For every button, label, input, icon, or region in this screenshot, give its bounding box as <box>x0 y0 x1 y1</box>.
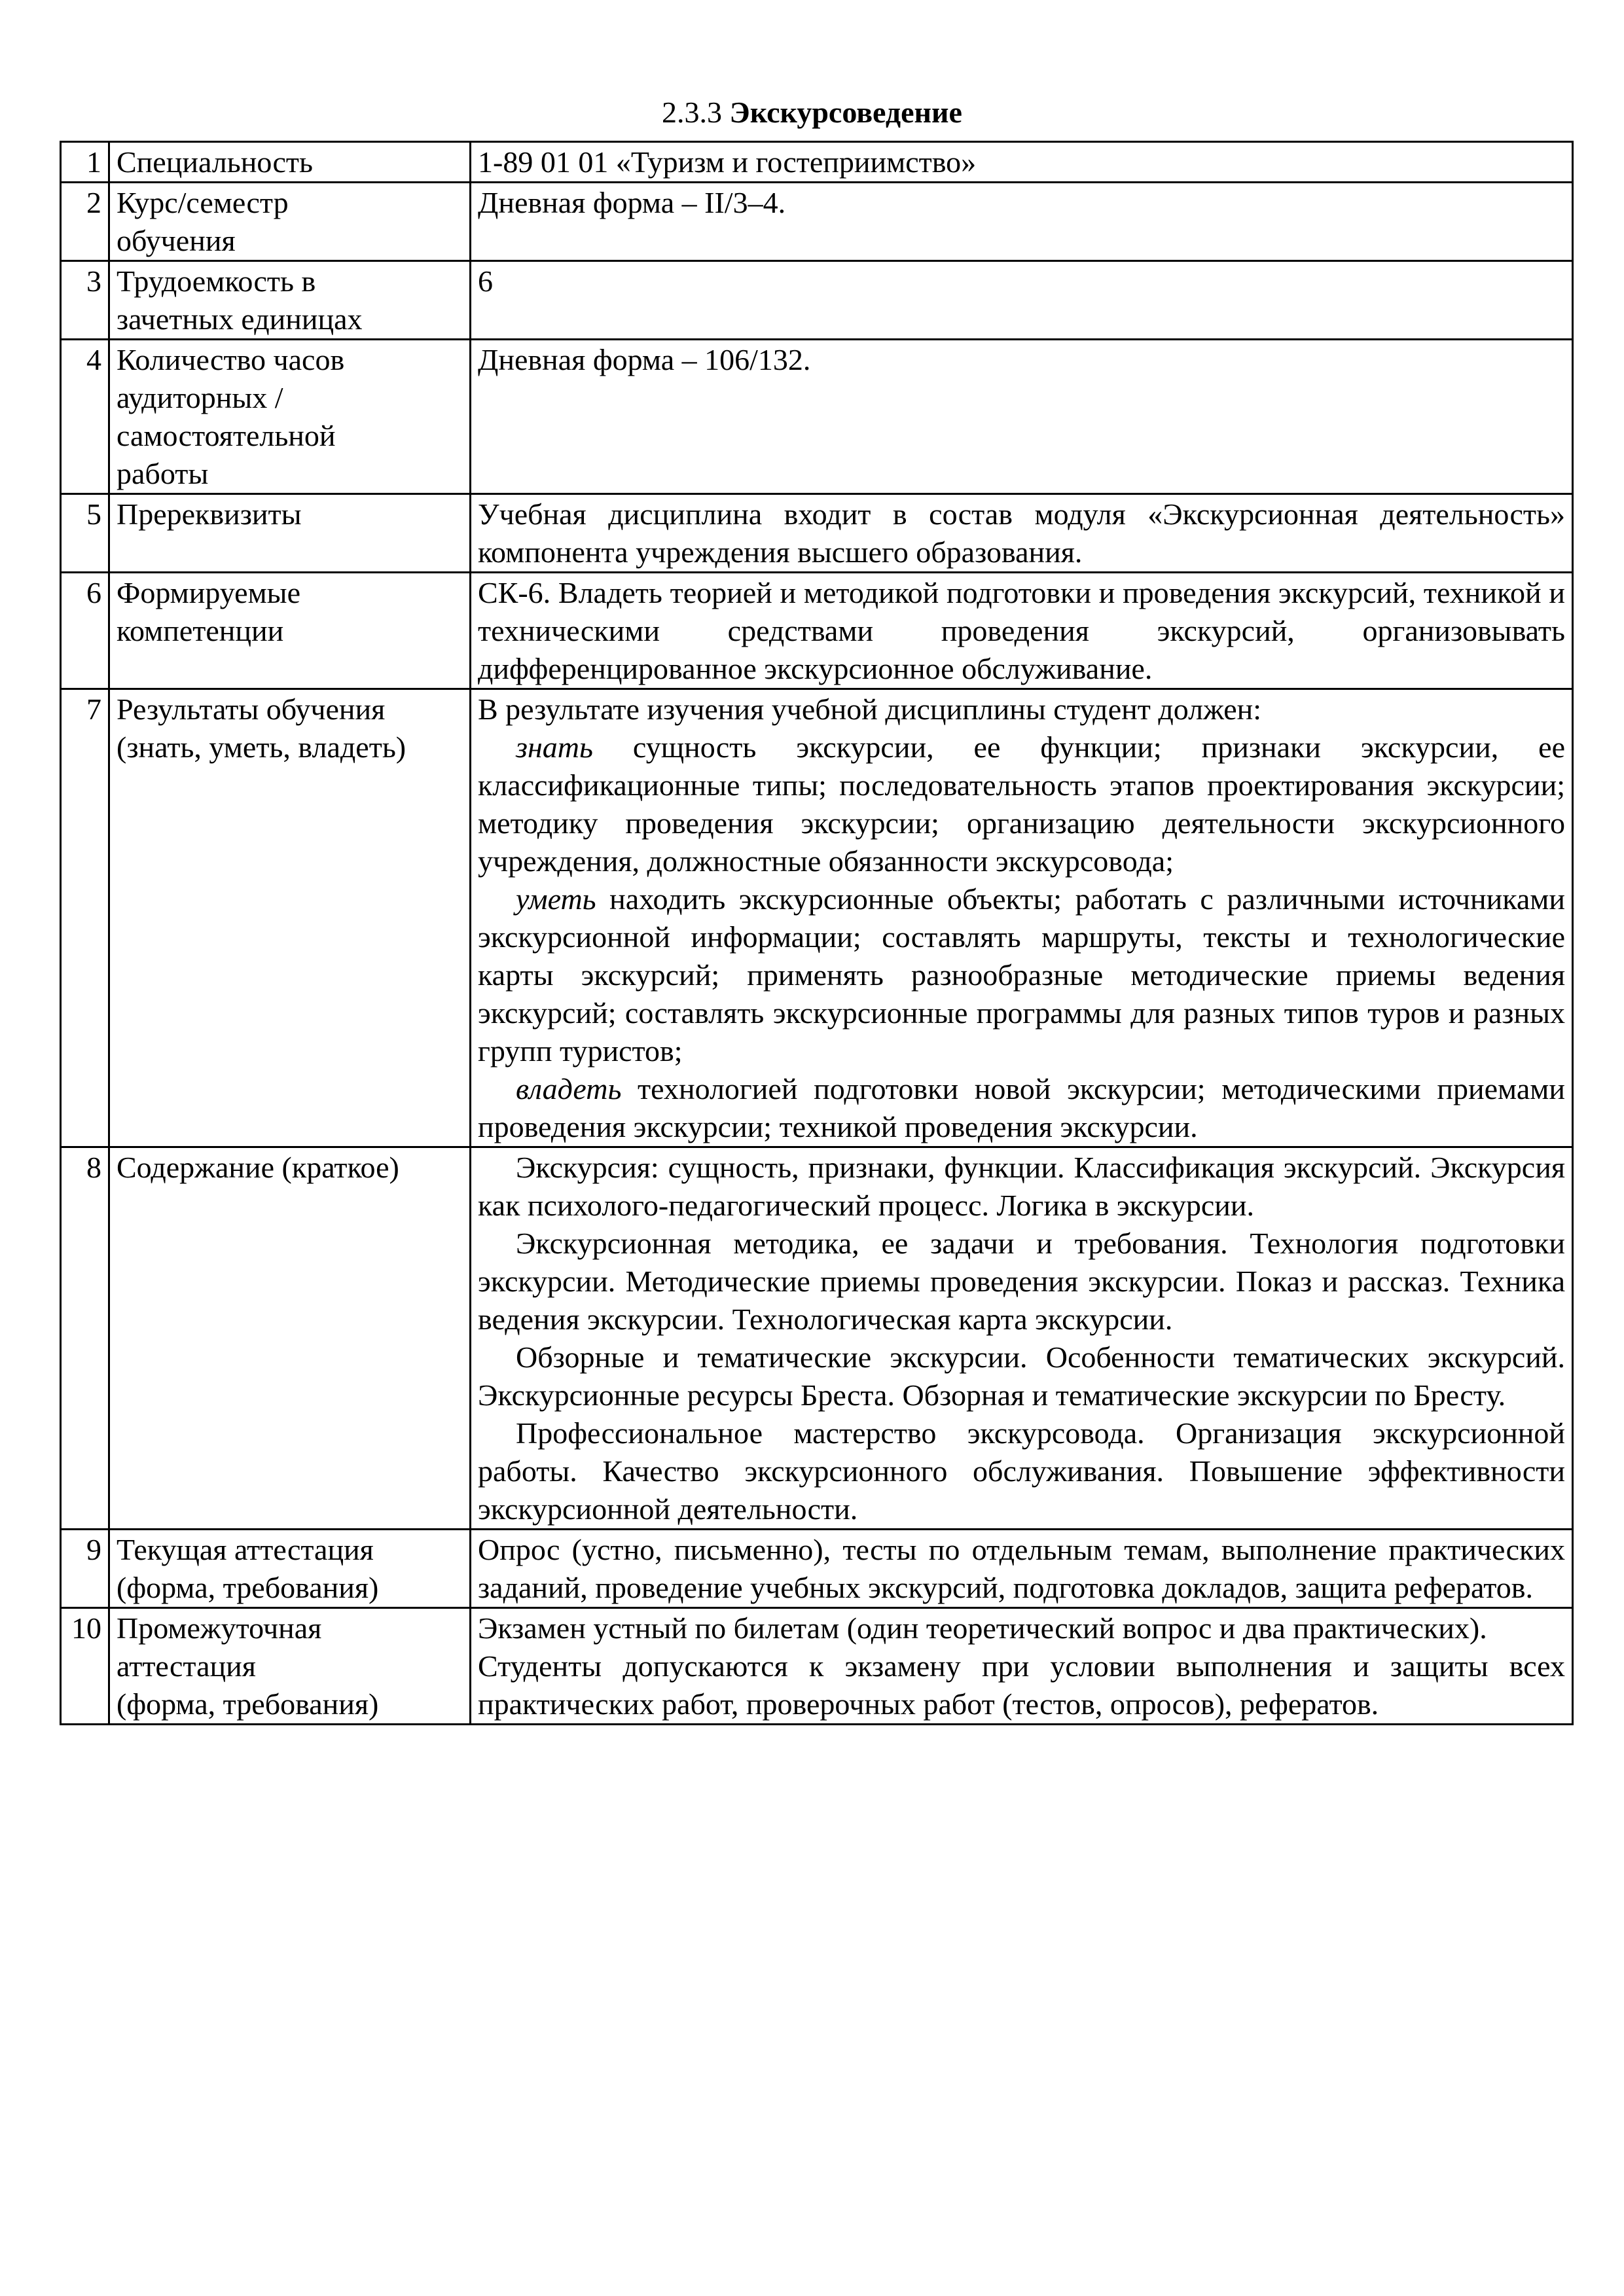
row-label <box>109 1608 471 1725</box>
title-number: 2.3.3 <box>662 96 723 129</box>
paragraph-text: Обзорные и тематические экскурсии. Особенности тематических экскурсий. Экскурсионные ресурсы Бреста. Обзорная и тематические экскурсии по Бресту. <box>478 1340 1565 1412</box>
row-value <box>471 689 1573 1147</box>
row-number: 7 <box>61 689 109 1147</box>
row-label <box>109 494 471 573</box>
value-paragraph <box>478 1531 1565 1607</box>
value-paragraph <box>478 1070 1565 1146</box>
value-paragraph <box>478 143 1565 181</box>
row-value <box>471 1530 1573 1608</box>
row-label <box>109 261 471 340</box>
value-paragraph <box>478 341 1565 379</box>
row-value <box>471 340 1573 494</box>
value-paragraph <box>478 1609 1565 1647</box>
table-row <box>61 340 1573 494</box>
row-label-line: аудиторных / <box>117 381 283 414</box>
row-number: 5 <box>61 494 109 573</box>
table-row <box>61 1530 1573 1608</box>
row-label <box>109 142 471 183</box>
paragraph-lead: знать <box>516 730 593 764</box>
paragraph-text: СК-6. Владеть теорией и методикой подготовки и проведения экскурсий, техникой и техническими средствами проведения экскурсий, организовывать дифференцированное экскурсионное обслуживание. <box>478 576 1565 685</box>
row-label-line: Курс/семестр <box>117 186 289 219</box>
paragraph-text: Профессиональное мастерство экскурсовода. Организация экскурсионной работы. Качество экскурсионного обслуживания. Повышение эффективности экскурсионной деятельности. <box>478 1416 1565 1526</box>
row-value <box>471 261 1573 340</box>
row-number: 6 <box>61 573 109 689</box>
value-paragraph <box>478 1414 1565 1528</box>
row-number: 3 <box>61 261 109 340</box>
row-label-line: Результаты обучения <box>117 692 386 726</box>
paragraph-text: Дневная форма – 106/132. <box>478 343 811 376</box>
row-value <box>471 1147 1573 1530</box>
paragraph-text: Учебная дисциплина входит в состав модуля «Экскурсионная деятельность» компонента учреждения высшего образования. <box>478 497 1565 569</box>
row-label-line: Количество часов <box>117 343 345 376</box>
row-label-line: аттестация <box>117 1649 256 1683</box>
syllabus-table <box>60 141 1574 1725</box>
row-number: 2 <box>61 183 109 261</box>
title-text: Экскурсоведение <box>729 96 962 129</box>
row-label-line: Трудоемкость в <box>117 264 316 298</box>
value-paragraph <box>478 1149 1565 1225</box>
row-label <box>109 183 471 261</box>
row-label-line: работы <box>117 457 209 490</box>
paragraph-text: находить экскурсионные объекты; работать с различными источниками экскурсионной информации; составлять маршруты, тексты и технологические карты экскурсий; применять разнообразные методические приемы ведения экскурсий; составлять экскурсионные программы для разных типов туров и разных групп туристов; <box>478 882 1565 1067</box>
paragraph-text: сущность экскурсии, ее функции; признаки экскурсии, ее классификационные типы; последовательность этапов проектирования экскурсии; методику проведения экскурсии; организацию деятельности экскурсионного учреждения, должностные обязанности экскурсовода; <box>478 730 1565 878</box>
table-row <box>61 142 1573 183</box>
row-label-line: Пререквизиты <box>117 497 302 531</box>
paragraph-text: 1-89 01 01 «Туризм и гостеприимство» <box>478 145 977 179</box>
row-number: 8 <box>61 1147 109 1530</box>
row-label-line: обучения <box>117 224 236 257</box>
row-label-line: самостоятельной <box>117 419 336 452</box>
paragraph-text: 6 <box>478 264 493 298</box>
row-label-line: Текущая аттестация <box>117 1533 374 1566</box>
value-paragraph <box>478 574 1565 688</box>
row-label <box>109 689 471 1147</box>
row-label-line: Формируемые <box>117 576 301 609</box>
row-number: 1 <box>61 142 109 183</box>
row-label <box>109 1147 471 1530</box>
row-label-line: (форма, требования) <box>117 1571 379 1604</box>
row-value <box>471 1608 1573 1725</box>
table-row <box>61 494 1573 573</box>
value-paragraph <box>478 262 1565 300</box>
row-label-line: (форма, требования) <box>117 1687 379 1721</box>
paragraph-text: Дневная форма – II/3–4. <box>478 186 786 219</box>
value-paragraph <box>478 1225 1565 1338</box>
row-label-line: зачетных единицах <box>117 302 363 336</box>
paragraph-text: технологией подготовки новой экскурсии; методическими приемами проведения экскурсии; техникой проведения экскурсии. <box>478 1072 1565 1143</box>
syllabus-table-body <box>61 142 1573 1725</box>
value-paragraph <box>478 184 1565 222</box>
row-label <box>109 573 471 689</box>
table-row <box>61 261 1573 340</box>
paragraph-lead: владеть <box>516 1072 622 1105</box>
table-row <box>61 1608 1573 1725</box>
table-row <box>61 183 1573 261</box>
value-paragraph <box>478 495 1565 571</box>
row-label-line: компетенции <box>117 614 284 647</box>
table-row <box>61 1147 1573 1530</box>
row-label-line: (знать, уметь, владеть) <box>117 730 406 764</box>
table-row <box>61 573 1573 689</box>
paragraph-lead: уметь <box>516 882 596 916</box>
row-value <box>471 494 1573 573</box>
value-paragraph <box>478 880 1565 1070</box>
row-label-line: Специальность <box>117 145 313 179</box>
row-number: 9 <box>61 1530 109 1608</box>
row-label <box>109 340 471 494</box>
value-paragraph <box>478 1338 1565 1414</box>
page-title <box>0 94 1624 132</box>
paragraph-text: В результате изучения учебной дисциплины студент должен: <box>478 692 1262 726</box>
paragraph-text: Экскурсия: сущность, признаки, функции. Классификация экскурсий. Экскурсия как психолого-педагогический процесс. Логика в экскурсии. <box>478 1151 1565 1222</box>
paragraph-text: Экзамен устный по билетам (один теоретический вопрос и два практических). <box>478 1611 1487 1645</box>
paragraph-text: Студенты допускаются к экзамену при условии выполнения и защиты всех практических работ, проверочных работ (тестов, опросов), рефератов. <box>478 1649 1565 1721</box>
paragraph-text: Экскурсионная методика, ее задачи и требования. Технология подготовки экскурсии. Методические приемы проведения экскурсии. Показ и рассказ. Техника ведения экскурсии. Технологическая карта экскурсии. <box>478 1227 1565 1336</box>
row-label-line: Промежуточная <box>117 1611 322 1645</box>
value-paragraph <box>478 728 1565 880</box>
row-value <box>471 142 1573 183</box>
row-number: 4 <box>61 340 109 494</box>
row-label-line: Содержание (краткое) <box>117 1151 399 1184</box>
row-value <box>471 573 1573 689</box>
table-row <box>61 689 1573 1147</box>
row-value <box>471 183 1573 261</box>
paragraph-text: Опрос (устно, письменно), тесты по отдельным темам, выполнение практических заданий, проведение учебных экскурсий, подготовка докладов, защита рефератов. <box>478 1533 1565 1604</box>
value-paragraph <box>478 691 1565 728</box>
value-paragraph <box>478 1647 1565 1723</box>
row-label <box>109 1530 471 1608</box>
row-number: 10 <box>61 1608 109 1725</box>
